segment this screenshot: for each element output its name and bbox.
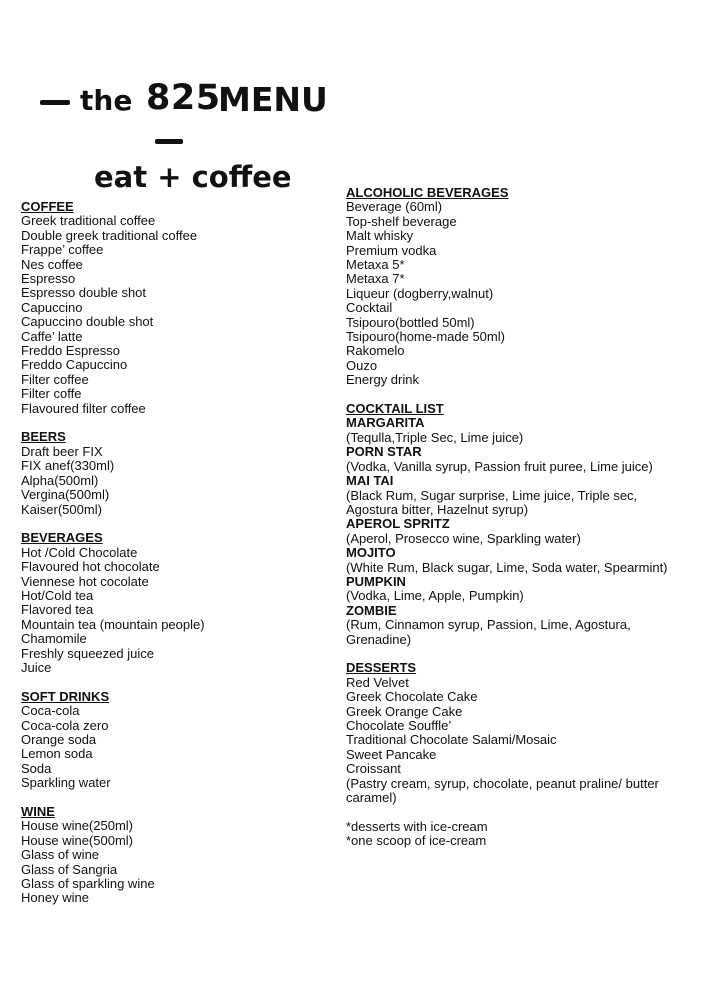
section-title-desserts: DESSERTS <box>346 660 417 676</box>
menu-item: Draft beer FIX <box>21 443 103 459</box>
menu-item: Soda <box>21 760 52 776</box>
left-column <box>21 200 331 920</box>
section-title: SOFT DRINKS <box>21 688 110 704</box>
menu-item: Greek Chocolate Cake <box>346 689 478 705</box>
menu-item: Rakomelo <box>346 343 405 359</box>
cocktail-name: PORN STAR <box>346 444 422 460</box>
menu-item: Malt whisky <box>346 228 414 244</box>
cocktail-ingredients: (Aperol, Prosecco wine, Sparkling water) <box>346 530 581 546</box>
section-title-cocktails: COCKTAIL LIST <box>346 401 444 417</box>
title-dash-left <box>40 100 70 105</box>
menu-item: Freddo Espresso <box>21 343 120 359</box>
title-dash-center <box>155 139 183 144</box>
menu-section <box>21 200 331 416</box>
menu-item: Hot/Cold tea <box>21 587 94 603</box>
menu-item: Flavored tea <box>21 602 94 618</box>
section-title-alcoholic: ALCOHOLIC BEVERAGES <box>346 185 509 200</box>
menu-item: Red Velvet <box>346 674 409 690</box>
menu-item: House wine(500ml) <box>21 832 133 848</box>
menu-item: Freshly squeezed juice <box>21 645 154 661</box>
menu-item: Liqueur (dogberry,walnut) <box>346 285 494 301</box>
menu-item: Orange soda <box>21 731 97 747</box>
menu-item: Ouzo <box>346 357 378 373</box>
right-column <box>346 186 691 863</box>
menu-item: Viennese hot cocolate <box>21 573 149 589</box>
menu-item: Cocktail <box>346 300 393 316</box>
menu-section-desserts <box>346 661 691 848</box>
menu-item: Mountain tea (mountain people) <box>21 616 205 632</box>
cocktail-ingredients: (White Rum, Black sugar, Lime, Soda water, Spearmint) <box>346 559 668 575</box>
cocktail-name: MOJITO <box>346 545 396 561</box>
cocktail-ingredients: (Vodka, Lime, Apple, Pumpkin) <box>346 588 524 604</box>
menu-section-cocktails <box>346 402 691 647</box>
menu-item: Metaxa 7* <box>346 271 405 287</box>
menu-item: Tsipouro(home-made 50ml) <box>346 329 505 345</box>
menu-item: House wine(250ml) <box>21 818 133 834</box>
menu-item: Juice <box>21 659 52 675</box>
menu-item: Capuccino double shot <box>21 314 154 330</box>
menu-item: (Pastry cream, syrup, chocolate, peanut praline/ butter caramel) <box>346 775 659 806</box>
cocktail-name: PUMPKIN <box>346 573 406 589</box>
menu-item: Frappe’ coffee <box>21 242 104 258</box>
menu-item: Sweet Pancake <box>346 746 437 762</box>
cocktail-ingredients: (Rum, Cinnamon syrup, Passion, Lime, Agostura, Grenadine) <box>346 617 631 647</box>
dessert-note: *desserts with ice-cream <box>346 818 488 834</box>
menu-item: Honey wine <box>21 890 89 906</box>
menu-item: Flavoured hot chocolate <box>21 559 160 575</box>
menu-section <box>21 531 331 675</box>
subtitle-eat-coffee: eat + coffee <box>94 160 292 194</box>
menu-item: Glass of Sangria <box>21 861 118 877</box>
menu-item: Alpha(500ml) <box>21 472 99 488</box>
menu-item: Tsipouro(bottled 50ml) <box>346 314 475 330</box>
menu-section-alcoholic <box>346 186 691 388</box>
menu-item: Espresso <box>21 271 76 287</box>
menu-item: Filter coffe <box>21 386 82 402</box>
menu-item: Sparkling water <box>21 775 111 791</box>
menu-item: Premium vodka <box>346 242 437 258</box>
menu-item: Top-shelf beverage <box>346 213 457 229</box>
menu-item: Croissant <box>346 761 401 777</box>
menu-item: Nes coffee <box>21 256 83 272</box>
cocktail-ingredients: (Black Rum, Sugar surprise, Lime juice, Triple sec, Agostura bitter, Hazelnut syrup) <box>346 487 638 517</box>
cocktail-ingredients: (Tequlla,Triple Sec, Lime juice) <box>346 429 524 445</box>
menu-item: Freddo Capuccino <box>21 357 128 373</box>
section-title: BEERS <box>21 429 66 445</box>
cocktail-name: MAI TAI <box>346 473 394 489</box>
menu-item: Hot /Cold Chocolate <box>21 544 138 560</box>
menu-item: Glass of sparkling wine <box>21 876 155 892</box>
menu-item: Glass of wine <box>21 847 100 863</box>
menu-item: Metaxa 5* <box>346 257 405 273</box>
menu-item: Greek Orange Cake <box>346 703 463 719</box>
menu-item: Filter coffee <box>21 371 89 387</box>
cocktail-name: MARGARITA <box>346 415 425 431</box>
menu-item: Caffe’ latte <box>21 328 83 344</box>
menu-item: FIX anef(330ml) <box>21 458 115 474</box>
menu-item: Coca-cola zero <box>21 717 109 733</box>
title-825: 825 <box>146 78 221 118</box>
menu-section <box>21 690 331 791</box>
menu-item: Double greek traditional coffee <box>21 227 198 243</box>
cocktail-ingredients: (Vodka, Vanilla syrup, Passion fruit puree, Lime juice) <box>346 458 653 474</box>
menu-item: Greek traditional coffee <box>21 213 156 229</box>
section-title: COFFEE <box>21 199 74 214</box>
title-the: the <box>80 84 133 117</box>
menu-item: Kaiser(500ml) <box>21 501 102 517</box>
menu-item: Beverage (60ml) <box>346 199 443 215</box>
menu-item: Vergina(500ml) <box>21 487 110 503</box>
menu-item: Traditional Chocolate Salami/Mosaic <box>346 732 557 748</box>
menu-item: Chamomile <box>21 631 87 647</box>
section-title: WINE <box>21 804 55 819</box>
title-menu: MENU <box>218 80 328 119</box>
dessert-note: *one scoop of ice-cream <box>346 833 487 849</box>
menu-item: Flavoured filter coffee <box>21 400 146 416</box>
menu-item: Chocolate Souffle’ <box>346 718 452 733</box>
menu-item: Energy drink <box>346 372 419 388</box>
menu-item: Capuccino <box>21 299 83 315</box>
menu-item: Coca-cola <box>21 703 80 719</box>
menu-section <box>21 805 331 906</box>
menu-item: Lemon soda <box>21 746 93 762</box>
menu-section <box>21 430 331 516</box>
section-title: BEVERAGES <box>21 530 103 546</box>
cocktail-name: ZOMBIE <box>346 602 397 618</box>
menu-item: Espresso double shot <box>21 285 147 301</box>
cocktail-name: APEROL SPRITZ <box>346 516 450 532</box>
